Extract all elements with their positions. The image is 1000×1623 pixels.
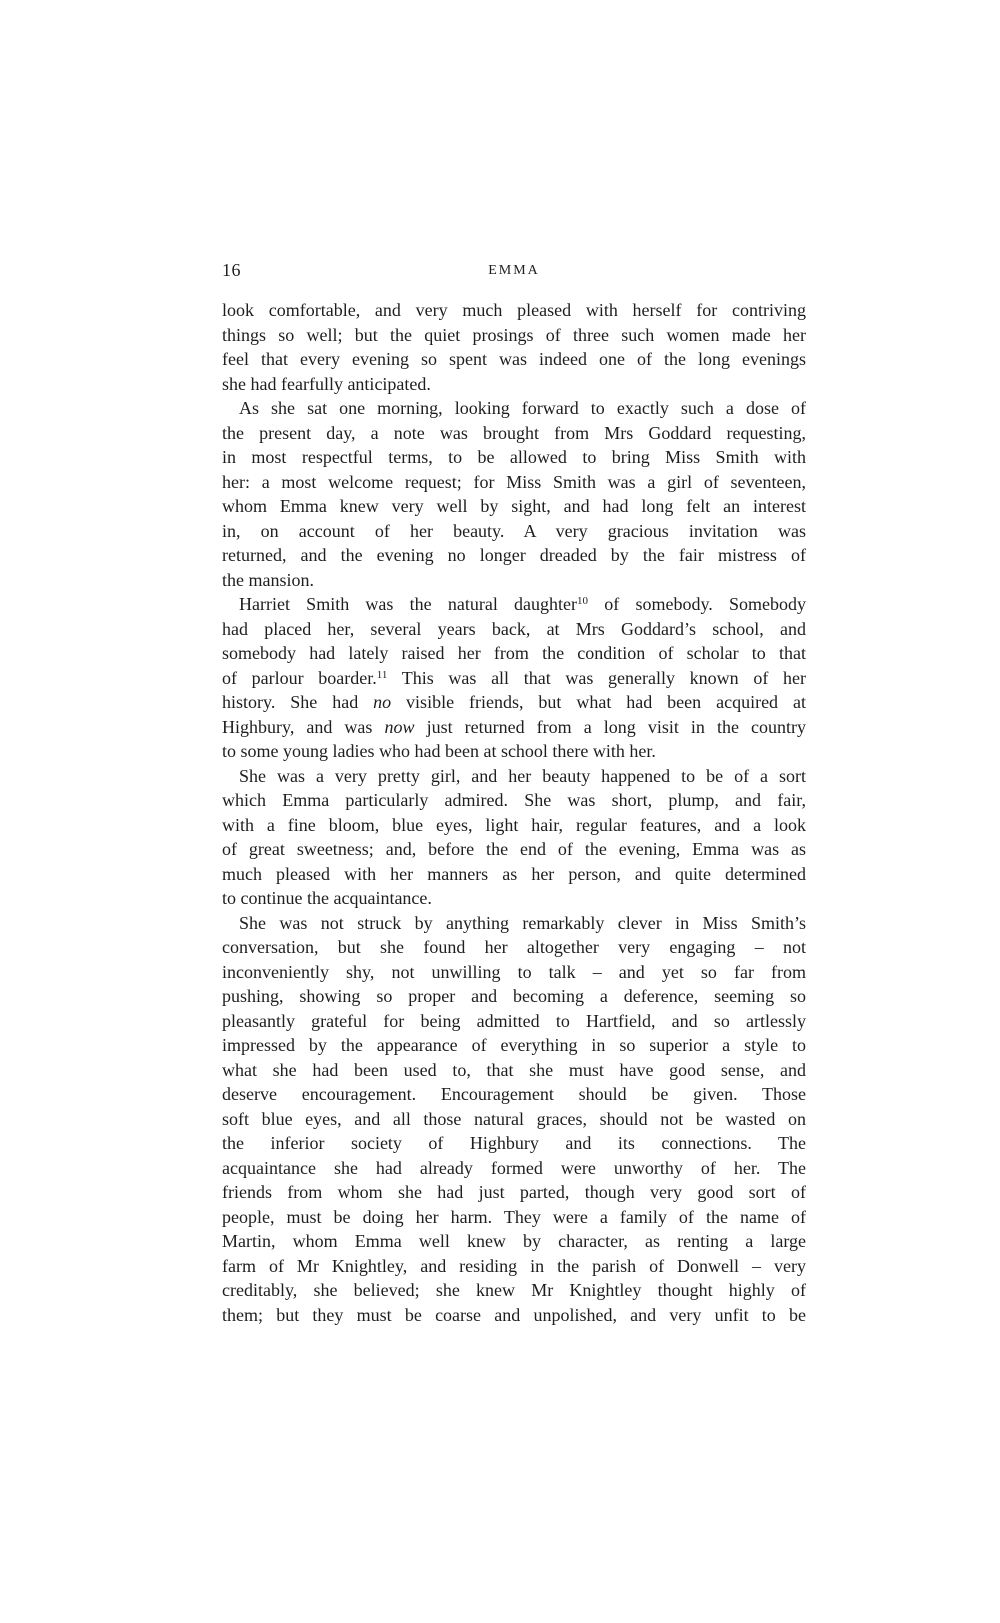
text-line (222, 592, 806, 617)
text-line: the mansion. (222, 569, 314, 590)
footnote-marker: 11 (376, 668, 388, 681)
text-line: look comfortable, and very much pleased with herself for contriving (222, 300, 806, 320)
text-line: somebody had lately raised her from the condition of scholar to that (222, 643, 806, 663)
line-segment: This was all that was generally known of her (387, 667, 806, 688)
text-line: soft blue eyes, and all those natural graces, should not be wasted on (222, 1108, 806, 1129)
text-line (222, 666, 806, 691)
line-segment: of parlour boarder. (222, 667, 377, 688)
text-line: in, on account of her beauty. A very gracious invitation was (222, 520, 806, 541)
text-line: much pleased with her manners as her person, and quite determined (222, 863, 806, 884)
text-line: impressed by the appearance of everything in so superior a style to (222, 1035, 806, 1055)
text-line: pleasantly grateful for being admitted to Hartfield, and so artlessly (222, 1010, 806, 1031)
page-number: 16 (222, 260, 241, 280)
line-segment: visible friends, but what had been acquired at (391, 692, 806, 712)
text-line: Martin, whom Emma well knew by character, as renting a large (222, 1231, 806, 1251)
text-line: what she had been used to, that she must have good sense, and (222, 1059, 806, 1080)
text-line: to some young ladies who had been at school there with her. (222, 741, 656, 761)
text-line: friends from whom she had just parted, though very good sort of (222, 1182, 806, 1202)
text-line: She was a very pretty girl, and her beauty happened to be of a sort (239, 765, 806, 786)
text-line: inconveniently shy, not unwilling to talk – and yet so far from (222, 961, 806, 982)
text-line (222, 715, 806, 740)
text-line: acquaintance she had already formed were unworthy of her. The (222, 1157, 806, 1178)
line-segment: Highbury, and was (222, 716, 385, 737)
line-segment: history. She had (222, 692, 374, 712)
text-line: had placed her, several years back, at Mrs Goddard’s school, and (222, 618, 806, 639)
italic-emphasis: now (384, 716, 415, 737)
text-line (222, 690, 806, 715)
text-line: the present day, a note was brought from Mrs Goddard requesting, (222, 422, 806, 443)
running-header (222, 259, 806, 283)
text-line: As she sat one morning, looking forward to exactly such a dose of (239, 398, 806, 418)
text-line: feel that every evening so spent was indeed one of the long evenings (222, 349, 806, 369)
text-line: in most respectful terms, to be allowed to bring Miss Smith with (222, 447, 806, 467)
body-text (222, 298, 806, 1327)
text-line: of great sweetness; and, before the end of the evening, Emma was as (222, 839, 806, 859)
text-line: conversation, but she found her altogether very engaging – not (222, 937, 806, 957)
text-line: pushing, showing so proper and becoming a deference, seeming so (222, 986, 806, 1006)
text-line: her: a most welcome request; for Miss Smith was a girl of seventeen, (222, 471, 806, 492)
text-line: which Emma particularly admired. She was short, plump, and fair, (222, 790, 806, 810)
text-line: to continue the acquaintance. (222, 888, 432, 908)
text-line: creditably, she believed; she knew Mr Knightley thought highly of (222, 1280, 806, 1300)
text-line: deserve encouragement. Encouragement should be given. Those (222, 1084, 806, 1104)
footnote-marker: 10 (577, 595, 589, 607)
text-line: people, must be doing her harm. They were a family of the name of (222, 1206, 806, 1227)
text-line: She was not struck by anything remarkably clever in Miss Smith’s (239, 912, 806, 933)
text-line: things so well; but the quiet prosings of three such women made her (222, 324, 806, 345)
text-line: them; but they must be coarse and unpolished, and very unfit to be (222, 1304, 806, 1325)
text-line: whom Emma knew very well by sight, and had long felt an interest (222, 496, 806, 516)
text-line: she had fearfully anticipated. (222, 373, 431, 394)
text-line: with a fine bloom, blue eyes, light hair, regular features, and a look (222, 814, 806, 835)
text-line: the inferior society of Highbury and its connections. The (222, 1133, 806, 1153)
text-line: returned, and the evening no longer dreaded by the fair mistress of (222, 545, 806, 565)
text-line: farm of Mr Knightley, and residing in the parish of Donwell – very (222, 1255, 806, 1276)
italic-emphasis: no (373, 692, 392, 712)
running-title: EMMA (488, 263, 540, 278)
line-segment: just returned from a long visit in the country (414, 716, 807, 737)
line-segment: of somebody. Somebody (588, 594, 806, 614)
line-segment: Harriet Smith was the natural daughter (239, 594, 578, 614)
